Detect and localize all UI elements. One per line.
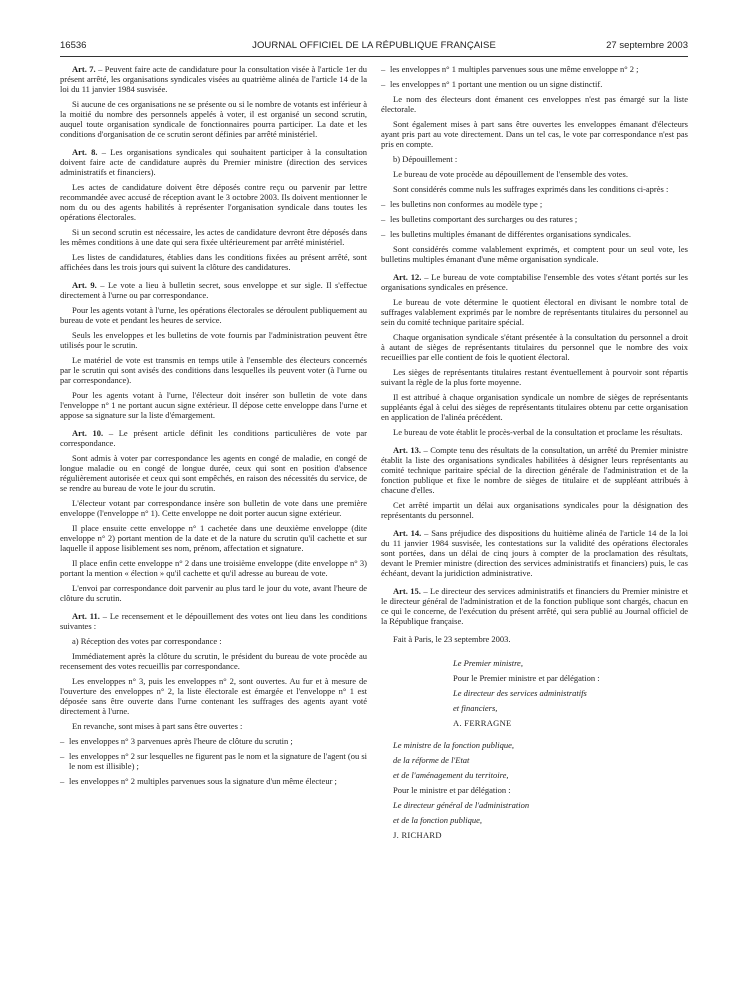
page-number: 16536 xyxy=(60,40,87,51)
paragraph: Sont également mises à part sans être ouvertes les enveloppes émanant d'électeurs ayant pris part au vote directement. Dans un tel cas, le vote par correspondance n'est pas pris en compte. xyxy=(381,119,688,149)
paragraph: Seuls les enveloppes et les bulletins de vote fournis par l'administration peuvent être utilisés pour le scrutin. xyxy=(60,330,367,350)
list-item: – les enveloppes n° 2 sur lesquelles ne figurent pas le nom et la signature de l'agent (ou si le nom est illisible) ; xyxy=(60,751,367,771)
article-9: Art. 9. – Le vote a lieu à bulletin secret, sous enveloppe et sur sigle. Il s'effectue directement à l'urne ou par correspondance. xyxy=(60,280,367,300)
paragraph: Pour les agents votant à l'urne, l'électeur doit insérer son bulletin de vote dans l'enveloppe n° 1 ne portant aucun signe extérieur. Il dépose cette enveloppe dans l'urne et appose sa signature sur la liste d'émargement. xyxy=(60,390,367,420)
list-item: – les enveloppes n° 2 multiples parvenues sous la signature d'un même électeur ; xyxy=(60,776,367,786)
paragraph: Il est attribué à chaque organisation syndicale un nombre de sièges de représentants suppléants égal à celui des sièges de représentants titulaires obtenu par cette organisation en application de l'alinéa précédent. xyxy=(381,392,688,422)
signatory-name: A. FERRAGNE xyxy=(453,718,512,728)
signature-line: Pour le ministre et par délégation : xyxy=(393,785,511,795)
subheading: a) Réception des votes par correspondance : xyxy=(72,636,222,646)
page-header xyxy=(60,40,688,56)
list-item: – les bulletins multiples émanant de différentes organisations syndicales. xyxy=(381,229,688,239)
signing-place-date: Fait à Paris, le 23 septembre 2003. xyxy=(393,634,511,644)
list-item: – les enveloppes n° 1 multiples parvenues sous une même enveloppe n° 2 ; xyxy=(381,64,688,74)
paragraph: Sont considérés comme nuls les suffrages exprimés dans les conditions ci-après : xyxy=(393,184,669,194)
paragraph: Les sièges de représentants titulaires restant éventuellement à pourvoir sont répartis suivant la règle de la plus forte moyenne. xyxy=(381,367,688,387)
article-8: Art. 8. – Les organisations syndicales qui souhaitent participer à la consultation doivent faire acte de candidature auprès du Premier ministre (direction des services administratifs et financiers). xyxy=(60,147,367,177)
paragraph: Pour les agents votant à l'urne, les opérations électorales se déroulent publiquement au bureau de vote et pendant les heures de service. xyxy=(60,305,367,325)
paragraph: Il place enfin cette enveloppe n° 2 dans une troisième enveloppe (dite enveloppe n° 3) portant la mention « élection » qu'il cachette et qu'il adresse au bureau de vote. xyxy=(60,558,367,578)
signature-line: Le directeur des services administratifs xyxy=(453,688,587,698)
paragraph: Le bureau de vote procède au dépouillement de l'ensemble des votes. xyxy=(393,169,628,179)
issue-date: 27 septembre 2003 xyxy=(606,40,688,51)
paragraph: Cet arrêté impartit un délai aux organisations syndicales pour la désignation des représentants du personnel. xyxy=(381,500,688,520)
journal-title: JOURNAL OFFICIEL DE LA RÉPUBLIQUE FRANÇAISE xyxy=(252,40,496,51)
list-item: – les enveloppes n° 1 portant une mention ou un signe distinctif. xyxy=(381,79,688,89)
paragraph: L'électeur votant par correspondance insère son bulletin de vote dans une première enveloppe (l'enveloppe n° 1). Cette enveloppe ne doit porter aucun signe extérieur. xyxy=(60,498,367,518)
signature-line: Pour le Premier ministre et par délégation : xyxy=(453,673,600,683)
signature-line: Le Premier ministre, xyxy=(453,658,523,668)
right-column xyxy=(381,64,688,845)
article-11: Art. 11. – Le recensement et le dépouillement des votes ont lieu dans les conditions suivantes : xyxy=(60,611,367,631)
signature-line: et de la fonction publique, xyxy=(393,815,482,825)
paragraph: Le nom des électeurs dont émanent ces enveloppes n'est pas émargé sur la liste électorale. xyxy=(381,94,688,114)
subheading: b) Dépouillement : xyxy=(393,154,458,164)
signature-line: Le ministre de la fonction publique, xyxy=(393,740,515,750)
paragraph: Sont considérés comme valablement exprimés, et comptent pour un seul vote, les bulletins multiples émanant d'une même organisation syndicale. xyxy=(381,244,688,264)
signature-block-ministre xyxy=(381,740,688,840)
list-item: – les enveloppes n° 3 parvenues après l'heure de clôture du scrutin ; xyxy=(60,736,367,746)
signatory-name: J. RICHARD xyxy=(393,830,442,840)
paragraph: Les actes de candidature doivent être déposés contre reçu ou parvenir par lettre recommandée avec accusé de réception avant le 3 octobre 2003. Ils doivent mentionner le nom du ou des agents habilités à représenter l'organisation syndicale dans toutes les opérations électorales. xyxy=(60,182,367,222)
list-item: – les bulletins comportant des surcharges ou des ratures ; xyxy=(381,214,688,224)
paragraph: Sont admis à voter par correspondance les agents en congé de maladie, en congé de longue maladie ou en congé de longue durée, ceux qui sont en position d'absence régulièrement autorisée et ceux qui sont empêchés, en raison des nécessités du service, de se rendre au bureau de vote le jour du scrutin. xyxy=(60,453,367,493)
signature-line: et financiers, xyxy=(453,703,498,713)
paragraph: L'envoi par correspondance doit parvenir au plus tard le jour du vote, avant l'heure de clôture du scrutin. xyxy=(60,583,367,603)
paragraph: Le bureau de vote établit le procès-verbal de la consultation et proclame les résultats. xyxy=(393,427,683,437)
article-12: Art. 12. – Le bureau de vote comptabilise l'ensemble des votes s'étant portés sur les organisations syndicales en présence. xyxy=(381,272,688,292)
paragraph: Immédiatement après la clôture du scrutin, le président du bureau de vote procède au recensement des votes recueillis par correspondance. xyxy=(60,651,367,671)
left-column xyxy=(60,64,367,791)
article-14: Art. 14. – Sans préjudice des dispositions du huitième alinéa de l'article 14 de la loi du 11 janvier 1984 susvisée, les contestations sur la validité des opérations électorales sont portées, dans un délai de cinq jours à compter de la proclamation des résultats, devant le Premier ministre (direction des services administratifs et financiers) puis, le cas échéant, devant la juridiction administrative. xyxy=(381,528,688,578)
signature-block-premier-ministre xyxy=(381,658,688,728)
article-10: Art. 10. – Le présent article définit les conditions particulières de vote par correspondance. xyxy=(60,428,367,448)
article-13: Art. 13. – Compte tenu des résultats de la consultation, un arrêté du Premier ministre établit la liste des organisations syndicales habilitées à désigner leurs représentants au comité technique paritaire spécial de la direction générale de l'administration et de la fonction publique et fixe le nombre de sièges de titulaire et de suppléant attribués à chacune d'elles. xyxy=(381,445,688,495)
paragraph: Il place ensuite cette enveloppe n° 1 cachetée dans une deuxième enveloppe (dite enveloppe n° 2) portant mention de la date et de la nature du scrutin qu'il cachette et sur laquelle il appose lisiblement ses nom, prénom, affectation et signature. xyxy=(60,523,367,553)
paragraph: En revanche, sont mises à part sans être ouvertes : xyxy=(72,721,243,731)
paragraph: Si un second scrutin est nécessaire, les actes de candidature devront être déposés dans les mêmes conditions à une date qui sera fixée ultérieurement par arrêté ministériel. xyxy=(60,227,367,247)
article-15: Art. 15. – Le directeur des services administratifs et financiers du Premier ministre et le directeur général de l'administration et de la fonction publique sont chargés, chacun en ce qui le concerne, de l'exécution du présent arrêté, qui sera publié au Journal officiel de la République française. xyxy=(381,586,688,626)
signature-line: de la réforme de l'Etat xyxy=(393,755,470,765)
signature-line: Le directeur général de l'administration xyxy=(393,800,530,810)
paragraph: Les enveloppes n° 3, puis les enveloppes n° 2, sont ouvertes. Au fur et à mesure de l'ouverture des enveloppes n° 2, la liste électorale est émargée et l'enveloppe n° 1 est déposée sans être ouverte dans l'urne contenant les suffrages des agents ayant voté directement à l'urne. xyxy=(60,676,367,716)
paragraph: Les listes de candidatures, établies dans les conditions fixées au présent arrêté, sont affichées dans les trois jours qui suivent la clôture des candidatures. xyxy=(60,252,367,272)
article-7: Art. 7. – Peuvent faire acte de candidature pour la consultation visée à l'article 1er du présent arrêté, les organisations syndicales visées au quatrième alinéa de l'article 14 de la loi du 11 janvier 1984 susvisée. xyxy=(60,64,368,94)
paragraph: Le bureau de vote détermine le quotient électoral en divisant le nombre total de suffrages valablement exprimés par le nombre de représentants titulaires du personnel au sein du comité technique paritaire spécial. xyxy=(381,297,688,327)
signature-line: et de l'aménagement du territoire, xyxy=(393,770,509,780)
paragraph: Le matériel de vote est transmis en temps utile à l'ensemble des électeurs concernés par le scrutin qui sont avisés des conditions dans lesquelles ils peuvent voter (à l'urne ou par correspondance). xyxy=(60,355,367,385)
list-item: – les bulletins non conformes au modèle type ; xyxy=(381,199,688,209)
paragraph: Chaque organisation syndicale s'étant présentée à la consultation du personnel a droit à autant de sièges de représentants titulaires du personnel que le nombre des voix recueillies par elle contient de fois le quotient électoral. xyxy=(381,332,688,362)
header-rule xyxy=(60,56,688,57)
paragraph: Si aucune de ces organisations ne se présente ou si le nombre de votants est inférieur à la moitié du nombre des personnels appelés à voter, il est organisé un second scrutin, auquel toute organisation syndicale de fonctionnaires pourra participer. La date et les conditions d'organisation de ce scrutin seront définies par arrêté ministériel. xyxy=(60,99,367,139)
